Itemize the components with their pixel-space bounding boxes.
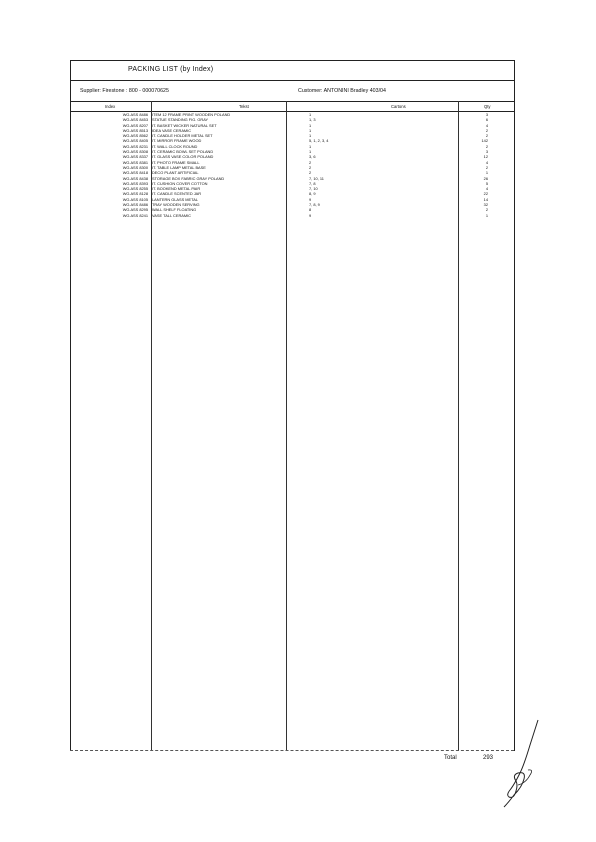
item-index: WG.ASS 8105	[122, 196, 148, 202]
item-qty: 1	[485, 212, 488, 218]
title-row	[71, 61, 514, 81]
packing-list-sheet	[70, 60, 515, 751]
item-index: WG.ASS 8255	[122, 186, 148, 192]
item-qty: 2	[485, 164, 488, 170]
item-cartons: 1	[309, 112, 312, 117]
item-cartons: 8, 9	[309, 191, 316, 197]
item-description: IT. GLASS VASE COLOR POLAND	[152, 154, 214, 160]
item-qty: 22	[483, 191, 488, 197]
item-qty: 4	[485, 159, 488, 165]
bottom-rule	[70, 750, 514, 751]
item-cartons: 1, 3	[309, 117, 316, 123]
item-cartons: 8	[309, 207, 312, 213]
item-cartons: 9	[309, 196, 312, 202]
item-cartons: 1	[309, 122, 312, 128]
item-qty: 4	[485, 186, 488, 192]
items-table-body	[71, 112, 514, 218]
item-description: TRAY WOODEN SERVING	[152, 202, 200, 208]
item-index: WG.ASS 8207	[122, 122, 148, 128]
item-index: WG.ASS 8300	[122, 164, 148, 170]
item-qty: 14	[483, 196, 488, 202]
item-description: ITEM 12 FRAME PRINT WOODEN POLAND	[152, 112, 231, 117]
supplier-customer-row	[71, 81, 514, 102]
item-cartons: 1	[309, 127, 312, 133]
item-index: WG.ASS 8405	[122, 138, 148, 144]
item-description: LANTERN GLASS METAL	[152, 196, 198, 202]
item-cartons: 5, 1, 2, 3, 4	[309, 138, 329, 144]
item-index: WG.ASS 8231	[122, 143, 148, 149]
item-qty: 6	[485, 117, 488, 123]
item-cartons: 9	[309, 212, 312, 218]
item-index: WG.ASS 8418	[122, 170, 148, 176]
item-qty: 1	[485, 170, 488, 176]
item-index: WG.ASS 8308	[122, 149, 148, 155]
item-cartons: 7, 10, 11	[309, 175, 324, 181]
item-qty: 2	[485, 127, 488, 133]
item-description: IT. CUSHION COVER COTTON	[152, 180, 208, 186]
item-qty: 12	[483, 154, 488, 160]
item-description: DECO PLANT ARTIFICIAL	[152, 170, 199, 176]
item-cartons: 1	[309, 133, 312, 139]
item-qty: 4	[485, 122, 488, 128]
item-qty: 142	[481, 138, 488, 144]
item-index: WG.ASS 8562	[122, 133, 148, 139]
item-description: IT. BOOKEND METAL PAIR	[152, 186, 201, 192]
item-cartons: 7, 10	[309, 186, 318, 192]
item-index: WG.ASS 8295	[122, 207, 148, 213]
column-header-qty: Qty	[484, 104, 491, 109]
item-index: WG.ASS 8241	[122, 212, 148, 218]
item-qty: 2	[485, 143, 488, 149]
column-header-description: Tekst	[239, 104, 249, 109]
item-index: WG.ASS 8453	[122, 117, 148, 123]
item-description: WALL SHELF FLOATING	[152, 207, 197, 213]
item-description: IT. CANDLE HOLDER METAL SET	[152, 133, 213, 139]
item-qty: 5	[485, 180, 488, 186]
item-index: WG.ASS 8393	[122, 180, 148, 186]
item-index: WG.ASS 8486	[122, 202, 148, 208]
item-description: IDEA VASE CERAMIC	[152, 127, 192, 133]
item-index: WG.ASS 8381	[122, 159, 148, 165]
item-description: IT. CERAMIC BOWL SET POLAND	[152, 149, 214, 155]
item-description: IT. PHOTO FRAME SMALL	[152, 159, 200, 165]
item-qty: 2	[485, 133, 488, 139]
total-value: 293	[483, 755, 494, 761]
column-header-row	[71, 102, 514, 112]
item-description: STORAGE BOX FABRIC GRAY POLAND	[152, 175, 225, 181]
handwritten-signature	[500, 715, 540, 815]
item-cartons: 1	[309, 143, 312, 149]
item-qty: 26	[483, 175, 488, 181]
item-index: WG.ASS 8486	[122, 112, 148, 117]
item-cartons: 2	[309, 164, 312, 170]
item-qty: 3	[485, 149, 488, 155]
item-description: IT. BASKET WICKER NATURAL SET	[152, 122, 217, 128]
supplier-label: Supplier: Firestone : 800 - 000070625	[80, 88, 169, 94]
item-qty: 32	[483, 202, 488, 208]
item-description: IT. TABLE LAMP METAL BASE	[152, 164, 206, 170]
item-qty: 2	[485, 207, 488, 213]
item-description: VASE TALL CERAMIC	[152, 212, 191, 218]
item-index: WG.ASS 8438	[122, 175, 148, 181]
item-cartons: 3, 6	[309, 154, 316, 160]
column-header-cartons: Cartons	[391, 104, 406, 109]
item-index: WG.ASS 8128	[122, 191, 148, 197]
total-label: Total	[444, 755, 457, 761]
table-row	[71, 213, 514, 218]
item-description: IT. CANDLE SCENTED JAR	[152, 191, 202, 197]
item-index: WG.ASS 8337	[122, 154, 148, 160]
column-header-index: Index	[105, 104, 116, 109]
item-cartons: 7, 8	[309, 180, 316, 186]
item-cartons: 7, 8, 9	[309, 202, 320, 208]
page-title: PACKING LIST (by Index)	[128, 66, 214, 73]
item-qty: 3	[485, 112, 488, 117]
item-cartons: 2	[309, 170, 312, 176]
item-cartons: 2	[309, 159, 312, 165]
item-description: IT. MIRROR FRAME WOOD	[152, 138, 202, 144]
customer-label: Customer: ANTONINI Bradley 403/04	[298, 88, 386, 94]
item-index: WG.ASS 8513	[122, 127, 148, 133]
item-description: IT. WALL CLOCK ROUND	[152, 143, 198, 149]
item-description: STATUE STANDING FIG. GRAY	[152, 117, 209, 123]
item-cartons: 1	[309, 149, 312, 155]
